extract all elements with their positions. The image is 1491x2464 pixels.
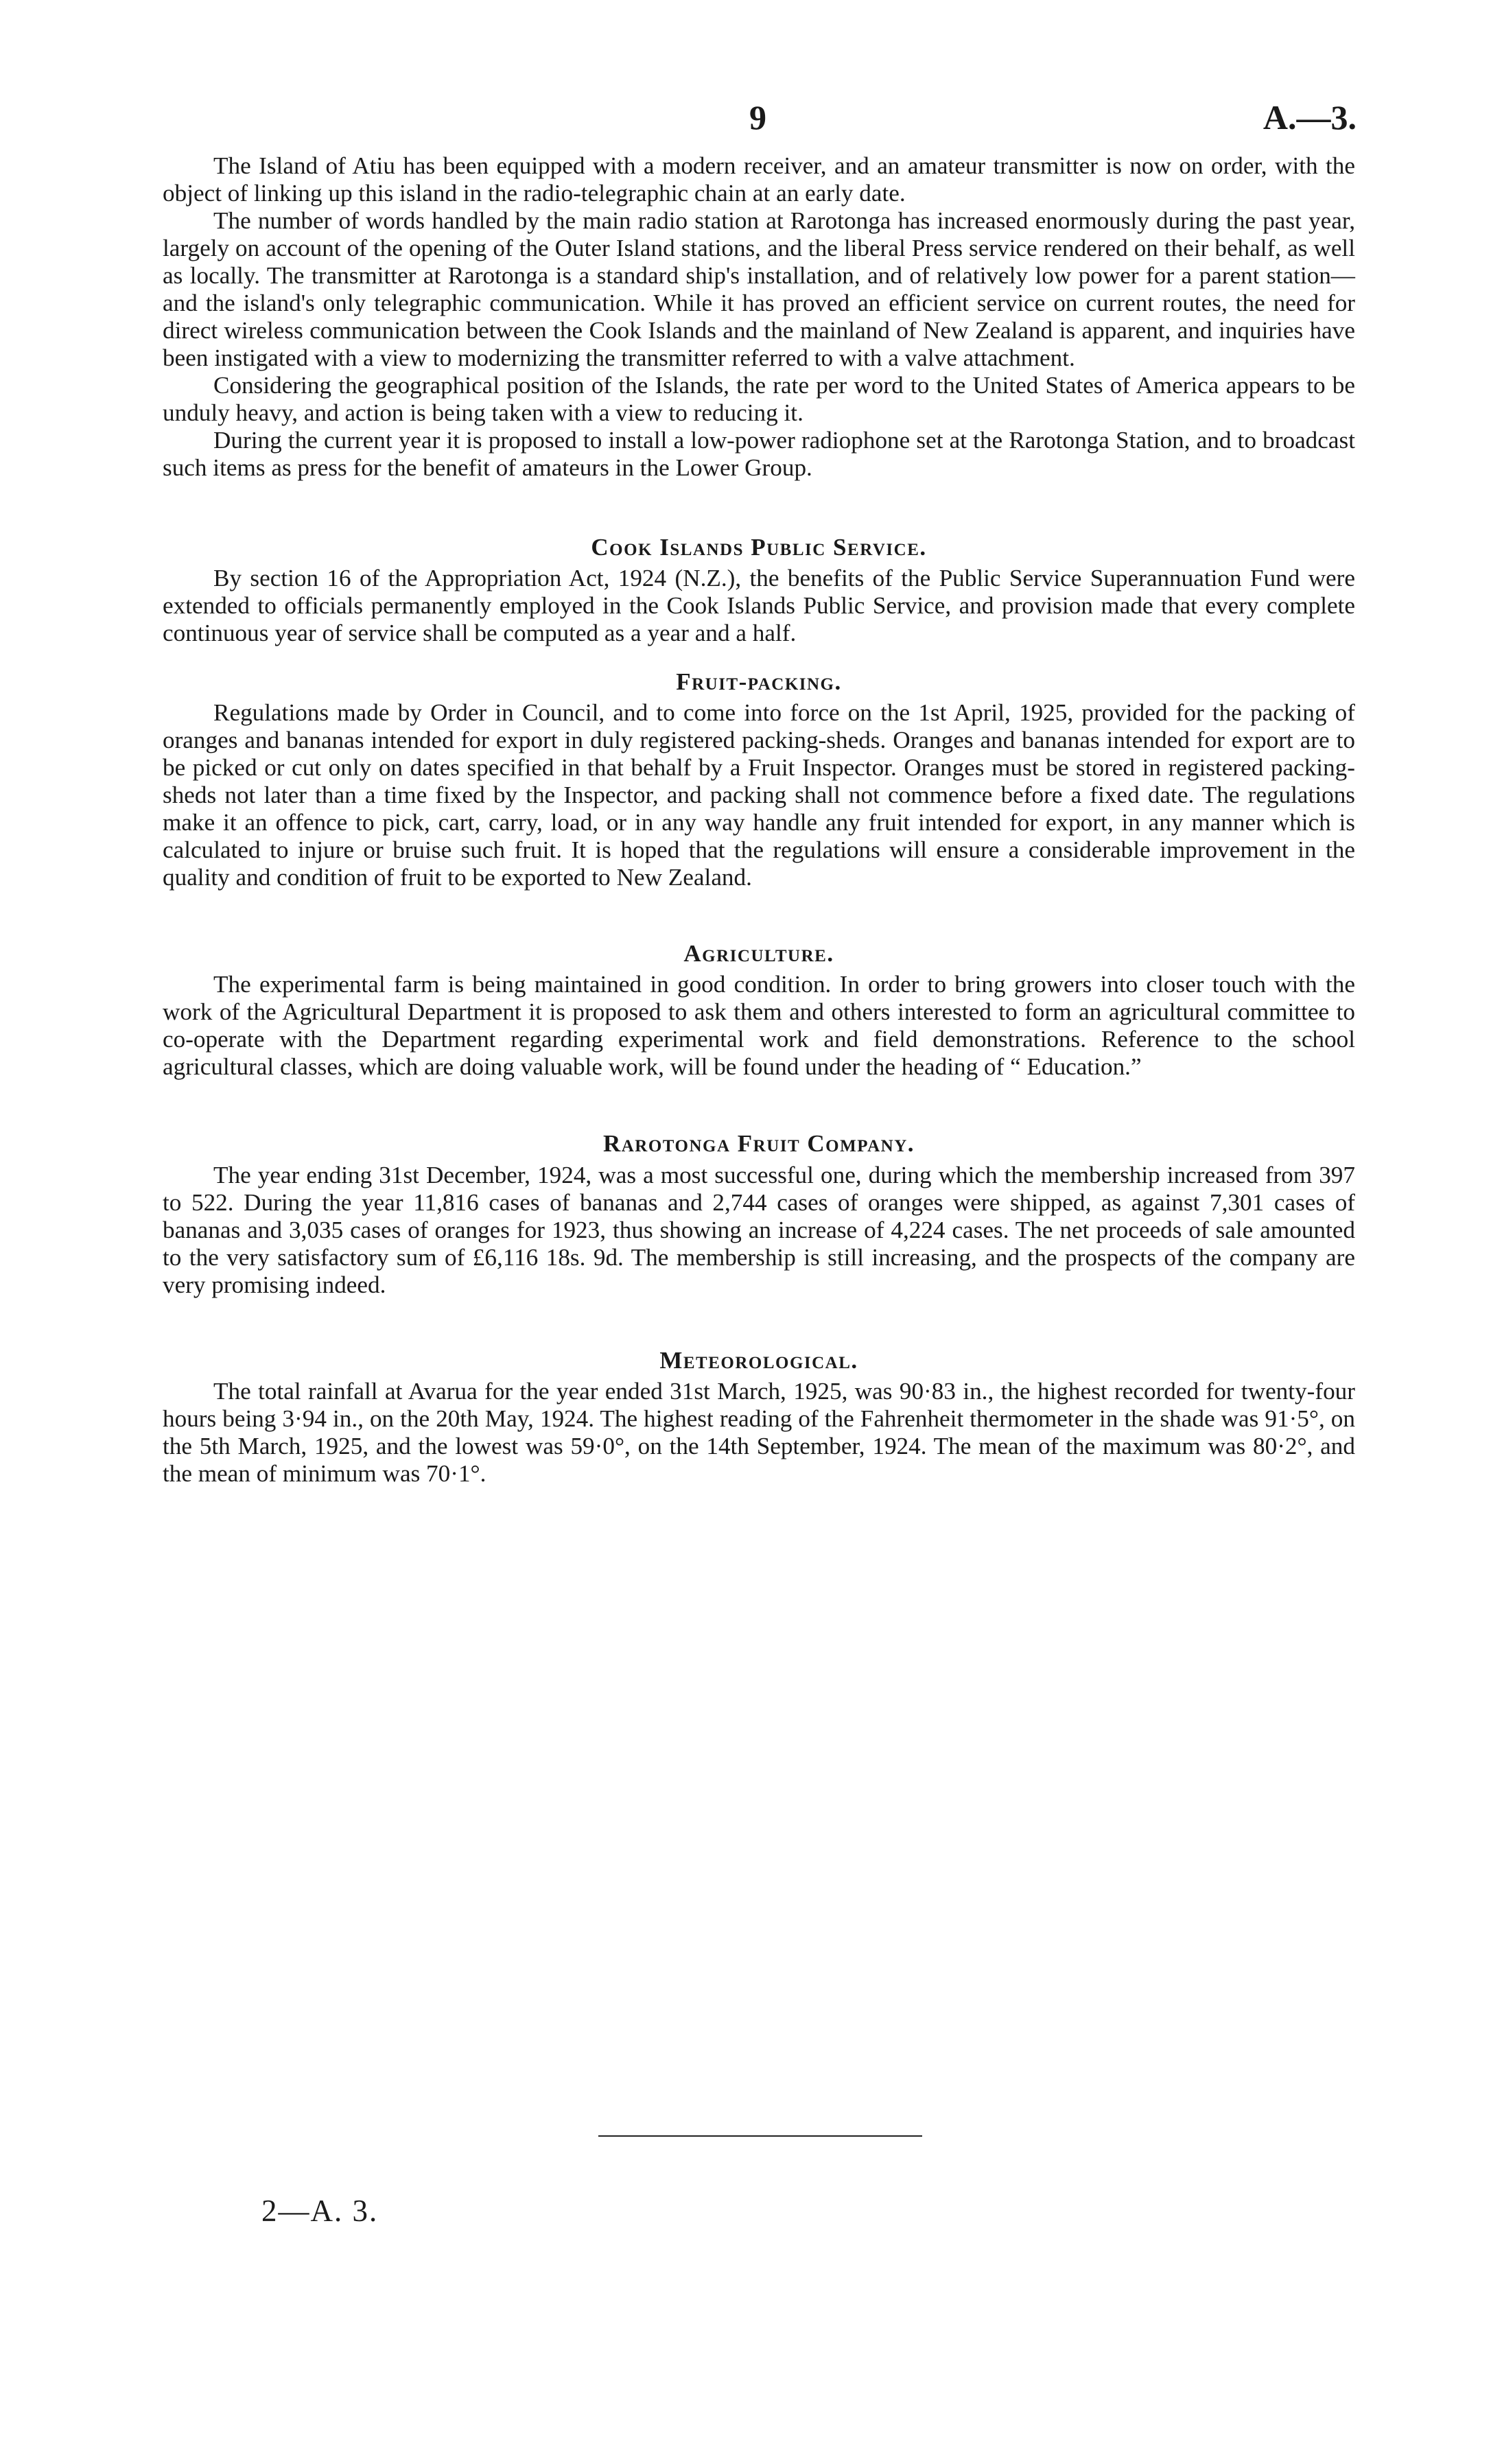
heading-agriculture: Agriculture. [683, 940, 834, 967]
intro-paragraph-atiu: The Island of Atiu has been equipped with a modern receiver, and an amateur transmitter is now on order, with the object of linking up this island in the radio-telegraphic chain at an early date. [163, 152, 1355, 207]
document-reference: A.—3. [1263, 98, 1357, 137]
paragraph-public-service: By section 16 of the Appropriation Act, 1924 (N.Z.), the benefits of the Public Service Superannuation Fund were extended to officials permanently employed in the Cook Islands Public Service, and provision made that every complete continuous year of service shall be computed as a year and a half. [163, 565, 1355, 646]
page-number: 9 [749, 98, 766, 137]
paragraph-fruit-packing: Regulations made by Order in Council, and to come into force on the 1st April, 1925, provided for the packing of oranges and bananas intended for export in duly registered packing-sheds. Oranges and bananas intended for export are to be picked or cut only on dates specified in that behalf by a Fruit Inspector. Oranges must be stored in registered packing-sheds not later than a time fixed by the Inspector, and packing shall not commence before a fixed date. The regulations make it an offence to pick, cart, carry, load, or in any way handle any fruit intended for export, in any manner which is calculated to injure or bruise such fruit. It is hoped that the regulations will ensure a considerable improvement in the quality and condition of fruit to be exported to New Zealand. [163, 699, 1355, 891]
section-end-rule [598, 2135, 922, 2137]
heading-fruit-company: Rarotonga Fruit Company. [602, 1130, 915, 1157]
document-body [163, 152, 1355, 1488]
paragraph-meteorological: The total rainfall at Avarua for the year ended 31st March, 1925, was 90·83 in., the highest recorded for twenty-four hours being 3·94 in., on the 20th May, 1924. The highest reading of the Fahrenheit thermometer in the shade was 91·5°, on the 5th March, 1925, and the lowest was 59·0°, on the 14th September, 1924. The mean of the maximum was 80·2°, and the mean of minimum was 70·1°. [163, 1378, 1355, 1487]
heading-fruit-packing: Fruit-packing. [676, 668, 842, 695]
heading-public-service: Cook Islands Public Service. [591, 534, 927, 561]
intro-paragraph-radio-station: The number of words handled by the main radio station at Rarotonga has increased enormously during the past year, largely on account of the opening of the Outer Island stations, and the liberal Press service rendered on their behalf, as well as locally. The transmitter at Rarotonga is a standard ship's installation, and of relatively low power for a parent station—and the island's only telegraphic communication. While it has proved an efficient service on current routes, the need for direct wireless communication between the Cook Islands and the mainland of New Zealand is apparent, and inquiries have been instigated with a view to modernizing the transmitter referred to with a valve attachment. [163, 207, 1355, 371]
footer-reference: 2—A. 3. [261, 2194, 379, 2228]
heading-meteorological: Meteorological. [659, 1347, 858, 1374]
intro-paragraph-rate-per-word: Considering the geographical position of the Islands, the rate per word to the United States of America appears to be unduly heavy, and action is being taken with a view to reducing it. [163, 372, 1355, 426]
paragraph-agriculture: The experimental farm is being maintained in good condition. In order to bring growers into closer touch with the work of the Agricultural Department it is proposed to ask them and others interested to form an agricultural committee to co-operate with the Department regarding experimental work and field demonstrations. Reference to the school agricultural classes, which are doing valuable work, will be found under the heading of “ Education.” [163, 971, 1355, 1080]
intro-paragraph-radiophone: During the current year it is proposed to install a low-power radiophone set at the Rarotonga Station, and to broadcast such items as press for the benefit of amateurs in the Lower Group. [163, 427, 1355, 481]
paragraph-fruit-company: The year ending 31st December, 1924, was a most successful one, during which the membership increased from 397 to 522. During the year 11,816 cases of bananas and 2,744 cases of oranges were shipped, as against 7,301 cases of bananas and 3,035 cases of oranges for 1923, thus showing an increase of 4,224 cases. The net proceeds of sale amounted to the very satisfactory sum of £6,116 18s. 9d. The membership is still increasing, and the prospects of the company are very promising indeed. [163, 1162, 1355, 1298]
